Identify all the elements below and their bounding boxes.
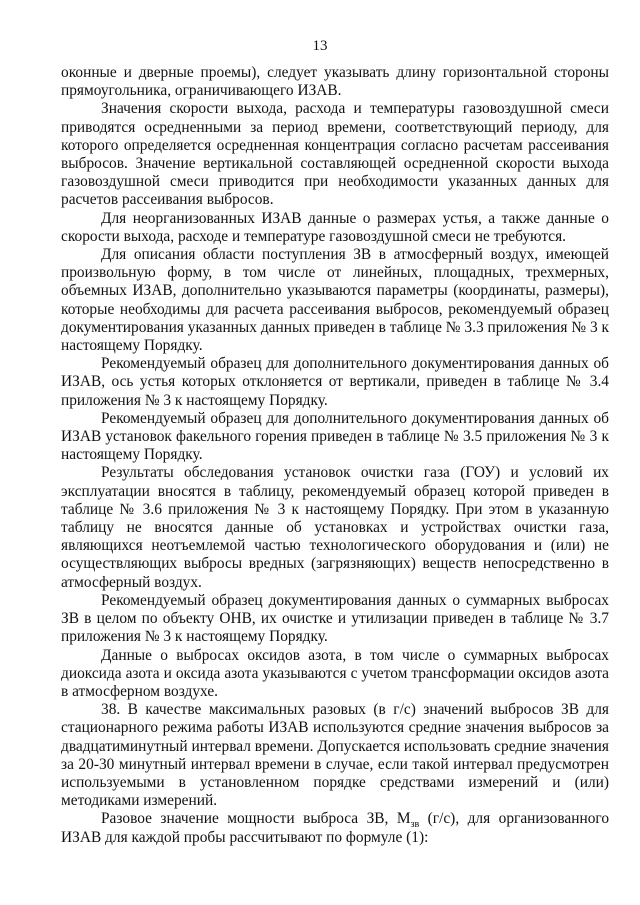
paragraph-7: Результаты обследования установок очистки газа (ГОУ) и условий их эксплуатации вносятся в таблицу, рекомендуемый образец которой приведен в таблице № 3.6 приложения № 3 к настоящему Порядку. При этом в указанную таблицу не вносятся данные об установках и устройствах очистки газа, являющихся неотъемлемой частью технологического оборудования и (или) не осуществляющих выбросы вредных (загрязняющих) веществ непосредственно в атмосферный воздух. xyxy=(61,464,609,591)
paragraph-10: 38. В качестве максимальных разовых (в г/с) значений выбросов ЗВ для стационарного режима работы ИЗАВ используются средние значения выбросов за двадцатиминутный интервал времени. Допускается использовать средние значения за 20-30 минутный интервал времени в случае, если такой интервал предусмотрен используемыми в установленном порядке средствами измерений и (или) методиками измерений. xyxy=(61,701,609,810)
paragraph-9: Данные о выбросах оксидов азота, в том числе о суммарных выбросах диоксида азота и оксида азота указываются с учетом трансформации оксидов азота в атмосферном воздухе. xyxy=(61,646,609,700)
document-body xyxy=(61,64,609,847)
paragraph-11 xyxy=(61,810,609,846)
formula-subscript: зв xyxy=(410,819,420,831)
formula-intro-text: Разовое значение мощности выброса ЗВ, М xyxy=(101,810,411,828)
paragraph-2: Значения скорости выхода, расхода и температуры газовоздушной смеси приводятся осредненными за период времени, соответствующий периоду, для которого определяется осредненная концентрация согласно расчетам рассеивания выбросов. Значение вертикальной составляющей осредненной скорости выхода газовоздушной смеси приводится при необходимости указанных данных для расчетов рассеивания выбросов. xyxy=(61,100,609,209)
paragraph-1: оконные и дверные проемы), следует указывать длину горизонтальной стороны прямоугольника, ограничивающего ИЗАВ. xyxy=(61,64,609,100)
paragraph-3: Для неорганизованных ИЗАВ данные о размерах устья, а также данные о скорости выхода, расходе и температуре газовоздушной смеси не требуются. xyxy=(61,209,609,245)
paragraph-8: Рекомендуемый образец документирования данных о суммарных выбросах ЗВ в целом по объекту ОНВ, их очистке и утилизации приведен в таблице № 3.7 приложения № 3 к настоящему Порядку. xyxy=(61,591,609,646)
page-number: 13 xyxy=(312,38,328,54)
paragraph-5: Рекомендуемый образец для дополнительного документирования данных об ИЗАВ, ось устья которых отклоняется от вертикали, приведен в таблице № 3.4 приложения № 3 к настоящему Порядку. xyxy=(61,355,609,409)
paragraph-6: Рекомендуемый образец для дополнительного документирования данных об ИЗАВ установок факельного горения приведен в таблице № 3.5 приложения № 3 к настоящему Порядку. xyxy=(61,409,609,464)
formula-intro-text-end: (г/с), для организованного ИЗАВ для каждой пробы рассчитывают по формуле (1): xyxy=(61,810,610,846)
paragraph-4: Для описания области поступления ЗВ в атмосферный воздух, имеющей произвольную форму, в том числе от линейных, площадных, трехмерных, объемных ИЗАВ, дополнительно указываются параметры (координаты, размеры), которые необходимы для расчета рассеивания выбросов, рекомендуемый образец документирования указанных данных приведен в таблице № 3.3 приложения № 3 к настоящему Порядку. xyxy=(61,246,609,355)
